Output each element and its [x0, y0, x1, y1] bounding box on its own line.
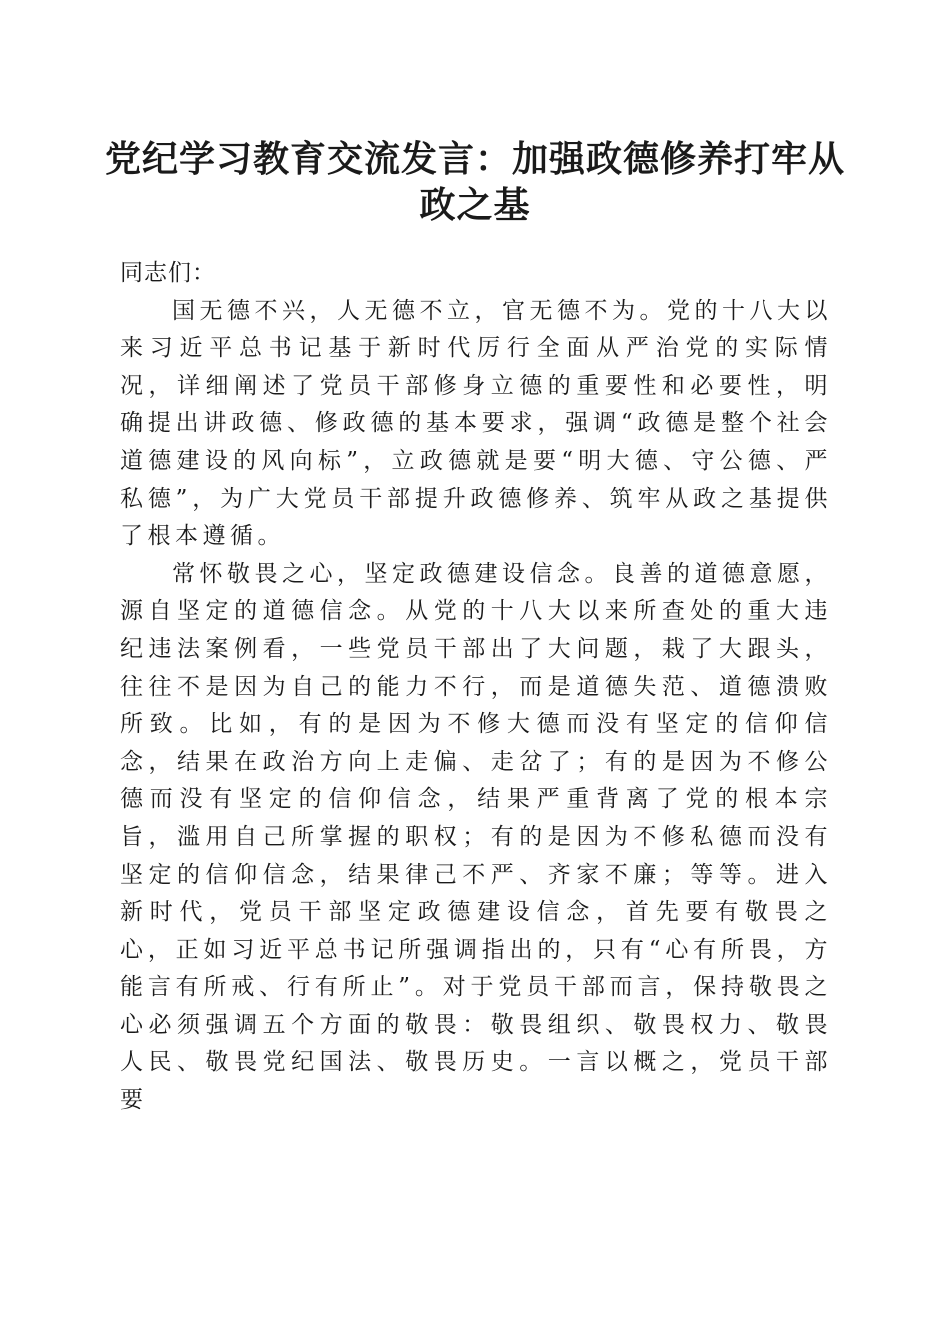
- salutation: 同志们：: [120, 260, 216, 286]
- title-line-1: 党纪学习教育交流发言：加强政德修养打牢从: [104, 138, 845, 180]
- paragraph-2: 常怀敬畏之心，坚定政德建设信念。良善的道德意愿，源自坚定的道德信念。从党的十八大以来所查处的重大违纪违法案例看，一些党员干部出了大问题，栽了大跟头，往往不是因为自己的能力不行，而是道德失范、道德溃败所致。比如，有的是因为不修大德而没有坚定的信仰信念，结果在政治方向上走偏、走岔了；有的是因为不修公德而没有坚定的信仰信念，结果严重背离了党的根本宗旨，滥用自己所掌握的职权；有的是因为不修私德而没有坚定的信仰信念，结果律己不严、齐家不廉；等等。进入新时代，党员干部坚定政德建设信念，首先要有敬畏之心，正如习近平总书记所强调指出的，只有“心有所畏，方能言有所戒、行有所止”。对于党员干部而言，保持敬畏之心必须强调五个方面的敬畏：敬畏组织、敬畏权力、敬畏人民、敬畏党纪国法、敬畏历史。一言以概之，党员干部要: [120, 560, 832, 1114]
- document-body: [120, 255, 832, 1120]
- title-line-2: 政之基: [419, 184, 531, 226]
- paragraph-1: 国无德不兴，人无德不立，官无德不为。党的十八大以来习近平总书记基于新时代厉行全面从严治党的实际情况，详细阐述了党员干部修身立德的重要性和必要性，明确提出讲政德、修政德的基本要求，强调“政德是整个社会道德建设的风向标”，立政德就是要“明大德、守公德、严私德”，为广大党员干部提升政德修养、筑牢从政之基提供了根本遵循。: [120, 297, 832, 550]
- document-title: [100, 136, 850, 228]
